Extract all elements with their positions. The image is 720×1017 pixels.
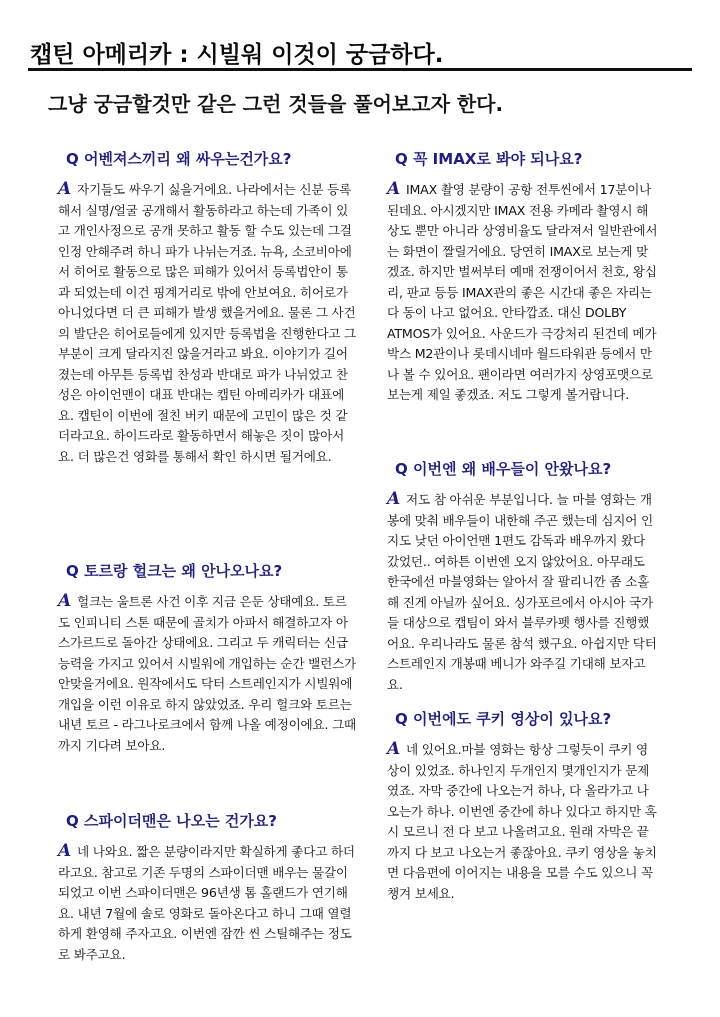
qa-block xyxy=(58,560,358,810)
question-heading: Q 어벤져스끼리 왜 싸우는건가요? xyxy=(66,150,292,168)
answer-marker: A xyxy=(58,591,71,611)
answer-marker: A xyxy=(58,179,71,199)
answer-text xyxy=(58,841,358,965)
qa-block xyxy=(387,458,659,708)
qa-block xyxy=(58,810,358,965)
answer-marker: A xyxy=(387,739,400,759)
question-heading: Q 꼭 IMAX로 봐야 되나요? xyxy=(395,150,583,168)
qa-block xyxy=(387,148,659,458)
answer-text xyxy=(387,179,659,406)
page-title: 캡틴 아메리카 : 시빌워 이것이 궁금하다. xyxy=(30,42,444,68)
question-heading: Q 토르랑 헐크는 왜 안나오나요? xyxy=(66,562,283,580)
answer-body: 자기들도 싸우기 싫을거에요. 나라에서는 신분 등록해서 실명/얼굴 공개해서 활동하라고 하는데 가족이 있고 개인사정으로 공개 못하고 활동 할 수도 있는데 그걸 인정 안해주려 하니 파가 나뉘는거죠. 뉴욕, 소코비아에서 히어로 활동으로 많은 피해가 있어서 등록법안이 통과 되었는데 이건 핑계거리로 밖에 안보여요. 히어로가 아니었다면 더 큰 피해가 발생 했을거에요. 물론 그 사건의 발단은 히어로들에게 있지만 등록법을 진행한다고 그부분이 크게 달라지진 않을거라고 봐요. 이야기가 길어졌는데 아무튼 등록법 찬성과 반대로 파가 나뉘었고 찬성은 아이언맨이 대표 반대는 캡틴 아메리카가 대표에요. 캡틴이 이번에 절친 버키 때문에 고민이 많은 것 같더라고요. 하이드라로 활동하면서 해놓은 짓이 많아서요. 더 많은건 영화를 통해서 확인 하시면 될거에요. xyxy=(58,182,357,464)
answer-body: IMAX 촬영 분량이 공항 전투씬에서 17분이나 된데요. 아시겠지만 IMAX 전용 카메라 촬영시 해상도 뿐만 아니라 상영비율도 달라져서 일반관에서는 화면이 짤릴거에요. 당연히 IMAX로 보는게 맞겠죠. 하지만 벌써부터 예매 전쟁이어서 천호, 왕십리, 판교 등등 IMAX관의 좋은 시간대 좋은 자리는 다 동이 나고 없어요. 안타깝죠. 대신 DOLBY ATMOS가 있어요. 사운드가 극강처리 된건데 메가박스 M2관이나 롯데시네마 월드타워관 등에서 만나 볼 수 있어요. 팬이라면 여러가지 상영포맷으로 보는게 제일 좋겠죠. 저도 그렇게 볼거랍니다. xyxy=(387,182,658,402)
question-heading: Q 이번에도 쿠키 영상이 있나요? xyxy=(395,710,612,728)
answer-text xyxy=(58,591,358,756)
qa-block xyxy=(58,148,358,560)
answer-marker: A xyxy=(58,841,71,861)
qa-block xyxy=(387,708,659,904)
left-column xyxy=(58,148,358,965)
answer-marker: A xyxy=(387,179,400,199)
page-subtitle: 그냥 궁금할것만 같은 그런 것들을 풀어보고자 한다. xyxy=(48,92,504,116)
title-divider xyxy=(28,68,692,71)
answer-body: 헐크는 울트론 사건 이후 지금 은둔 상태예요. 토르도 인피니티 스톤 때문에 골치가 아파서 해결하고자 아스가르드로 돌아간 상태에요. 그리고 두 캐릭터는 신급 능력을 가지고 있어서 시빌워에 개입하는 순간 밸런스가 안맞을거에요. 원작에서도 닥터 스트레인지가 시빌워에 개입을 이런 이유로 하지 않았었죠. 우리 헐크와 토르는 내년 토르 - 라그나로크에서 함께 나올 예정이에요. 그때까지 기다려 보아요. xyxy=(58,594,357,753)
question-heading: Q 이번엔 왜 배우들이 안왔나요? xyxy=(395,460,612,478)
right-column xyxy=(387,148,659,904)
answer-body: 저도 참 아쉬운 부분입니다. 늘 마블 영화는 개봉에 맞춰 배우들이 내한해 주곤 했는데 심지어 인지도 낮던 아이언맨 1편도 감독과 배우까지 왔다 갔었던.. 여하튼 이번엔 오지 않았어요. 아무래도 한국에선 마블영화는 알아서 잘 팔리니깐 좀 소홀해 진게 아닐까 싶어요. 싱가포르에서 아시아 국가들 대상으로 캡팀이 와서 블루카펫 행사를 진행했어요. 우리나라도 물론 참석 했구요. 아쉽지만 닥터 스트레인지 개봉때 베니가 와주길 기대해 보자고요. xyxy=(387,492,657,692)
answer-text xyxy=(58,179,358,467)
answer-marker: A xyxy=(387,489,400,509)
answer-text xyxy=(387,489,659,695)
question-heading: Q 스파이더맨은 나오는 건가요? xyxy=(66,812,278,830)
answer-text xyxy=(387,739,659,904)
answer-body: 네 나와요. 짧은 분량이라지만 확실하게 좋다고 하더라고요. 참고로 기존 두명의 스파이더맨 배우는 물갈이 되었고 이번 스파이더맨은 96년생 톰 홀랜드가 연기해요. 내년 7월에 솔로 영화로 돌아온다고 하니 그때 열렬하게 환영해 주자고요. 이번엔 잠깐 씬 스틸해주는 정도로 봐주고요. xyxy=(58,844,355,962)
answer-body: 네 있어요.마블 영화는 항상 그렇듯이 쿠키 영상이 있었죠. 하나인지 두개인지 몇개인지가 문제였죠. 자막 중간에 나오는거 하나, 다 올라가고 나오는가 하나. 이번엔 중간에 하나 있다고 하지만 혹시 모르니 전 다 보고 나올려고요. 원래 자막은 끝까지 다 보고 나오는거 좋잖아요. 쿠키 영상을 놓치면 다음편에 이어지는 내용을 모를 수도 있으니 꼭 챙겨 보세요. xyxy=(387,742,657,901)
